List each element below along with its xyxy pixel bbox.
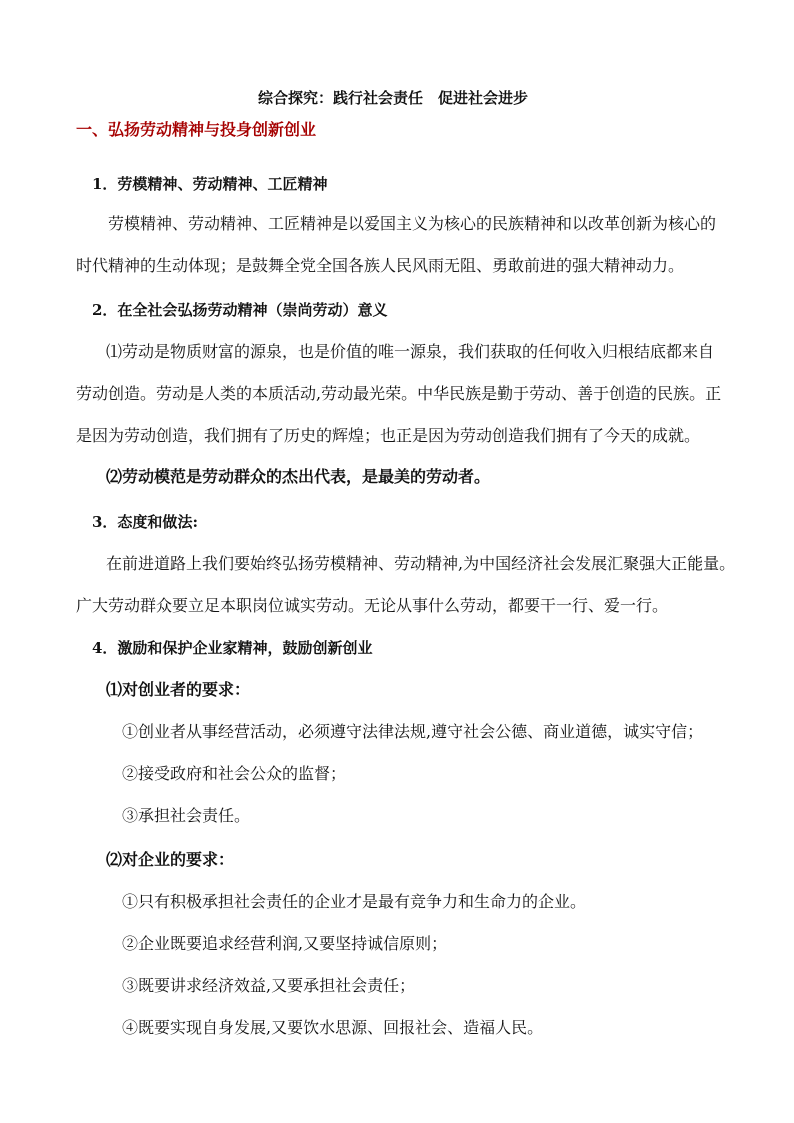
sub-heading-enterprise: ⑵对企业的要求：	[106, 850, 235, 869]
item-3-line-2: 广大劳动群众要立足本职岗位诚实劳动。无论从事什么劳动，都要干一行、爱一行。	[76, 596, 669, 615]
page-title: 综合探究：践行社会责任 促进社会进步	[258, 89, 529, 107]
enterprise-point-3: ③既要讲求经济效益,又要承担社会责任；	[122, 976, 416, 995]
enterprise-point-1: ①只有积极承担社会责任的企业才是最有竞争力和生命力的企业。	[122, 892, 587, 911]
item-2-line-1: ⑴劳动是物质财富的源泉，也是价值的唯一源泉，我们获取的任何收入归根结底都来自	[106, 342, 715, 361]
item-1-line-1: 劳模精神、劳动精神、工匠精神是以爱国主义为核心的民族精神和以改革创新为核心的	[108, 214, 717, 233]
entrepreneur-point-3: ③承担社会责任。	[122, 806, 251, 825]
item-heading-1: 1．劳模精神、劳动精神、工匠精神	[92, 175, 328, 193]
item-heading-3: 3．态度和做法:	[92, 513, 198, 531]
section-heading-1: 一、弘扬劳动精神与投身创新创业	[76, 120, 317, 139]
sub-heading-entrepreneur: ⑴对创业者的要求：	[106, 680, 251, 699]
item-2-bold-line: ⑵劳动模范是劳动群众的杰出代表，是最美的劳动者。	[106, 467, 491, 486]
item-2-line-3: 是因为劳动创造，我们拥有了历史的辉煌；也正是因为劳动创造我们拥有了今天的成就。	[76, 426, 701, 445]
item-heading-4: 4．激励和保护企业家精神，鼓励创新创业	[92, 639, 373, 657]
item-3-line-1: 在前进道路上我们要始终弘扬劳模精神、劳动精神,为中国经济社会发展汇聚强大正能量。	[106, 554, 736, 573]
item-2-line-2: 劳动创造。劳动是人类的本质活动,劳动最光荣。中华民族是勤于劳动、善于创造的民族。正	[76, 384, 722, 403]
enterprise-point-2: ②企业既要追求经营利润,又要坚持诚信原则；	[122, 934, 448, 953]
entrepreneur-point-1: ①创业者从事经营活动，必须遵守法律法规,遵守社会公德、商业道德，诚实守信；	[122, 722, 704, 741]
item-heading-2: 2．在全社会弘扬劳动精神（崇尚劳动）意义	[92, 301, 388, 319]
item-1-line-2: 时代精神的生动体现；是鼓舞全党全国各族人民风雨无阻、勇敢前进的强大精神动力。	[76, 256, 685, 275]
entrepreneur-point-2: ②接受政府和社会公众的监督；	[122, 764, 347, 783]
enterprise-point-4: ④既要实现自身发展,又要饮水思源、回报社会、造福人民。	[122, 1018, 544, 1037]
